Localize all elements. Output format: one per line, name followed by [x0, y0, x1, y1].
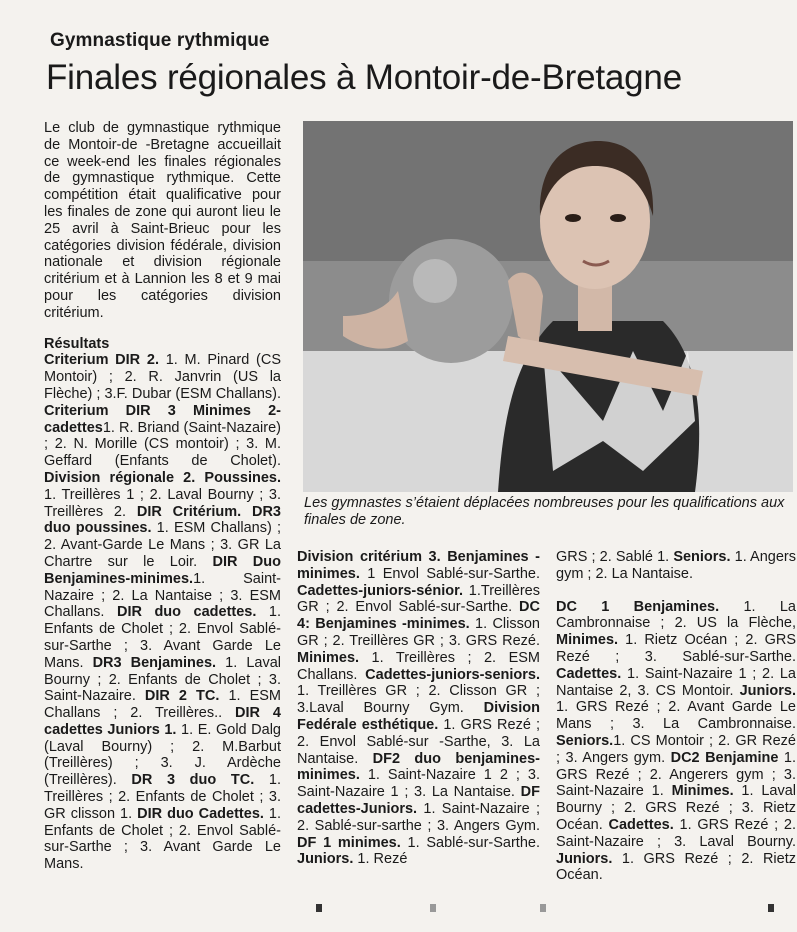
category-label: Division critérium 3. Benjamines - minimes.	[297, 549, 540, 582]
ranking-text: 1. GRS Rezé ; 2. Avant Garde Le Mans ; 3. La Cambronnaise.	[556, 699, 796, 733]
print-mark	[768, 904, 774, 912]
ranking-text: 1.Treillères GR ; 2. Envol Sablé-sur-Sarthe.	[297, 582, 540, 616]
category-label: Cadettes.	[556, 665, 622, 682]
column-2	[297, 549, 540, 868]
intro-paragraph: Le club de gymnastique rythmique de Montoir-de -Bretagne accueillait ce week-end les finales régionales de gymnastique rythmique. Cette compétition était qualificative pour les finales de zone qui auront lieu le 25 avril à Saint-Brieuc pour les catégories division fédérale, division nationale et division régionale critérium et à Lannion les 8 et 9 mai pour les catégories division critérium.	[44, 120, 281, 321]
category-label: Division régionale 2. Poussines.	[44, 469, 281, 486]
category-label: Minimes.	[297, 649, 360, 666]
category-label: Cadettes-juniors-seniors.	[365, 666, 540, 683]
results-text-col1	[44, 352, 281, 873]
ranking-text: 1. Laval Bourny ; 2. GRS Rezé ; 3. Rietz Océan.	[556, 783, 796, 833]
category-label: DC2 Benjamine	[670, 749, 779, 766]
ranking-text: 1. Clisson GR ; 2. Treillères GR ; 3. GRS Rezé.	[297, 616, 540, 649]
ranking-text: 1. Saint-Nazaire ; 2. La Nantaise ; 3. ESM Challans.	[44, 570, 281, 621]
ranking-text: 1. ESM Challans ; 2. Treillères..	[44, 688, 282, 722]
ranking-text: 1. Treillères GR ; 2. Clisson GR ; 3.Laval Bourny Gym.	[297, 683, 540, 717]
ranking-text: 1. R. Briand (Saint-Nazaire) ; 2. N. Morille (CS montoir) ; 3. M. Geffard (Enfants de Cholet).	[44, 419, 281, 470]
category-label: Seniors.	[673, 549, 731, 565]
ranking-text: 1. GRS Rezé ; 2. Angerers gym ; 3. Saint-Nazaire 1.	[556, 749, 796, 800]
ranking-text: 1. Enfants de Cholet ; 2. Envol Sablé-sur-Sarthe ; 3. Avant Garde Le Mans.	[44, 604, 282, 671]
print-mark	[316, 904, 322, 912]
ranking-text: 1. GRS Rezé ; 2. Saint-Nazaire ; 3. Laval Bourny.	[556, 816, 796, 850]
gymnast-photo	[303, 121, 793, 492]
results-text-col3-top	[556, 549, 796, 583]
ranking-text: 1. GRS Rezé ; 2. Rietz Océan.	[556, 850, 796, 884]
ranking-text: 1. Saint-Nazaire 1 ; 2. La Nantaise 2, 3. CS Montoir.	[556, 665, 796, 699]
column-1	[44, 120, 281, 873]
article-title: Finales régionales à Montoir-de-Bretagne	[46, 58, 682, 97]
results-text-col3	[556, 599, 796, 885]
category-label: Juniors.	[739, 682, 796, 699]
category-label: DC 1 Benjamines.	[556, 598, 720, 615]
category-label: DF 1 minimes.	[297, 834, 401, 851]
ranking-text: 1. Rezé	[353, 851, 408, 868]
results-heading: Résultats	[44, 335, 110, 352]
category-label: DF2 duo benjamines-minimes.	[297, 750, 540, 784]
ranking-text: 1. ESM Challans) ; 2. Avant-Garde Le Mans ; 3. GR La Chartre sur le Loir.	[44, 520, 281, 570]
photo-caption: Les gymnastes s’étaient déplacées nombreuses pour les qualifications aux finales de zone.	[304, 495, 785, 528]
category-label: Minimes.	[556, 632, 619, 649]
category-label: Seniors.	[556, 732, 614, 749]
category-label: DIR duo cadettes.	[116, 604, 257, 621]
ranking-text: 1. GRS Rezé ; 2. Envol Sablé-sur -Sarthe, 3. La Nantaise.	[297, 716, 541, 767]
category-label: DIR 2 TC.	[144, 688, 220, 705]
category-label: Juniors.	[556, 850, 613, 867]
ranking-text: 1. Treillères ; 2. ESM Challans.	[297, 649, 540, 683]
ranking-text: 1. CS Montoir ; 2. GR Rezé ; 3. Angers gym.	[556, 732, 796, 766]
ranking-text: 1. Sablé-sur-Sarthe.	[400, 834, 540, 851]
ranking-text: 1. Angers gym ; 2. La Nantaise.	[556, 549, 796, 582]
category-label: DR 3 duo TC.	[131, 772, 255, 789]
ranking-text: 1. Treillères 1 ; 2. Laval Bourny ; 3. Treillères 2.	[44, 486, 281, 520]
print-mark	[540, 904, 546, 912]
category-label: DIR 4 cadettes Juniors 1.	[44, 705, 281, 738]
category-label: Cadettes-juniors-sénior.	[297, 582, 463, 599]
print-mark	[430, 904, 436, 912]
ranking-text: 1. Saint-Nazaire ; 2. Sablé-sur-sarthe ; 3. Angers Gym.	[297, 800, 540, 834]
column-3	[556, 549, 796, 884]
ranking-text: 1. M. Pinard (CS Montoir) ; 2. R. Janvrin (US la Flèche) ; 3.F. Dubar (ESM Challans).	[44, 352, 281, 402]
ranking-text: 1. Saint-Nazaire 1 2 ; 3. Saint-Nazaire 1 ; 3. La Nantaise.	[297, 767, 540, 801]
category-label: DIR Duo Benjamines-minimes.	[44, 553, 281, 587]
category-label: Criterium DIR 3 Minimes 2-cadettes	[44, 402, 281, 436]
category-label: DIR duo Cadettes.	[137, 805, 264, 822]
category-label: DIR Critérium. DR3 duo poussines.	[44, 503, 281, 537]
category-label: Division Fedérale esthétique.	[297, 700, 540, 733]
ranking-text: GRS ; 2. Sablé 1.	[556, 549, 674, 565]
category-label: DR3 Benjamines.	[92, 654, 217, 671]
ranking-text: 1. Treillères ; 2. Enfants de Cholet ; 3. GR clisson 1.	[44, 772, 281, 822]
ranking-text: 1. E. Gold Dalg (Laval Bourny) ; 2. M.Barbut (Treillères) ; 3. J. Ardèche (Treillères).	[44, 721, 281, 789]
category-label: Criterium DIR 2.	[44, 352, 159, 369]
category-label: Minimes.	[671, 783, 734, 800]
category-label: DF cadettes-Juniors.	[297, 784, 540, 817]
section-rubric: Gymnastique rythmique	[50, 30, 270, 51]
category-label: Cadettes.	[608, 816, 674, 833]
category-label: Juniors.	[297, 851, 354, 868]
ranking-text: 1. La Cambronnaise ; 2. US la Flèche,	[556, 598, 796, 632]
category-label: DC 4: Benjamines -minimes.	[297, 599, 540, 633]
ranking-text: 1. Rietz Océan ; 2. GRS Rezé ; 3. Sablé-sur-Sarthe.	[556, 632, 796, 665]
ranking-text: 1. Enfants de Cholet ; 2. Envol Sablé-sur-Sarthe ; 3. Avant Garde Le Mans.	[44, 805, 282, 873]
ranking-text: 1 Envol Sablé-sur-Sarthe.	[359, 565, 540, 582]
ranking-text: 1. Laval Bourny ; 2. Enfants de Cholet ; 3. Saint-Nazaire.	[44, 654, 281, 705]
gymnast-illustration	[303, 121, 793, 492]
results-text-col2	[297, 549, 540, 868]
